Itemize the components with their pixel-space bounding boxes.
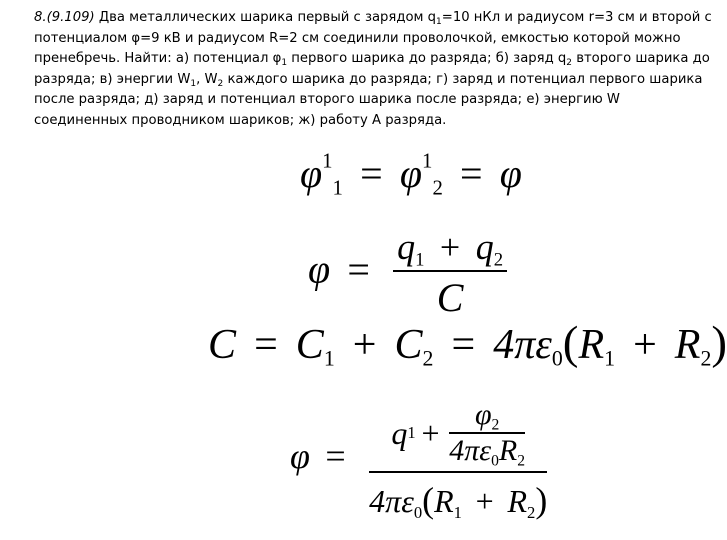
equals-sign: = bbox=[254, 322, 278, 368]
subscript: 2 bbox=[493, 249, 504, 271]
equals-sign: = bbox=[325, 435, 346, 476]
subscript: 1 bbox=[281, 58, 288, 68]
radius-symbol: R bbox=[507, 483, 528, 519]
subscript: 2 bbox=[566, 58, 572, 68]
plus-sign: + bbox=[475, 483, 494, 519]
subscript: 0 bbox=[551, 346, 563, 371]
four-pi: 4π bbox=[449, 434, 480, 467]
fraction-numerator: q 1 + $\varphi_2$ $4\pi\varepsilon_0R_2$ bbox=[391, 398, 526, 470]
right-paren: ) bbox=[711, 317, 727, 369]
charge-symbol: q bbox=[391, 414, 408, 451]
plus-sign: + bbox=[421, 414, 440, 451]
charge-symbol: q bbox=[475, 227, 494, 267]
fraction bbox=[393, 226, 507, 321]
equals-sign: = bbox=[460, 151, 483, 196]
problem-text: второго шарика до разряда; в) энергии W bbox=[34, 51, 710, 87]
subscript: 2 bbox=[422, 346, 434, 371]
subscript: 1 bbox=[604, 346, 616, 371]
plus-sign: + bbox=[439, 227, 461, 267]
equals-sign: = bbox=[451, 322, 476, 368]
four-pi: 4π bbox=[493, 322, 536, 368]
problem-text: Два металлических шарика первый с зарядом q bbox=[94, 10, 437, 25]
phi-symbol: φ bbox=[474, 398, 492, 431]
phi-symbol: φ bbox=[399, 151, 423, 196]
equation-capacitance bbox=[208, 316, 727, 370]
phi-symbol: φ bbox=[290, 435, 310, 476]
equation-final-potential bbox=[290, 398, 547, 521]
problem-text: каждого шарика до разряда; г) заряд и потенциал первого шарика после разряда; д) заряд и потенциал второго шарика после разряда; е) энергию W соединенных проводником шариков; ж) работу A разряда. bbox=[34, 71, 703, 128]
phi-symbol: φ bbox=[499, 151, 522, 196]
epsilon-symbol: ε bbox=[401, 483, 414, 519]
radius-symbol: R bbox=[498, 434, 518, 467]
fraction-numerator bbox=[393, 226, 507, 270]
problem-number: 8.(9.109) bbox=[34, 10, 95, 25]
problem-text: =10 нКл и радиусом r=3 см и второй с потенциалом φ=9 кВ и радиусом R=2 см соединили проволочкой, емкостью которой можно пренебречь. Найти: а) потенциал φ bbox=[34, 10, 712, 66]
epsilon-symbol: ε bbox=[535, 322, 552, 368]
epsilon-symbol: ε bbox=[479, 434, 492, 467]
subscript: 0 bbox=[491, 452, 499, 470]
subscript: 1 bbox=[436, 17, 442, 27]
equals-sign: = bbox=[347, 246, 370, 292]
phi-symbol: φ bbox=[300, 151, 323, 196]
problem-text: первого шарика до разряда; б) заряд q bbox=[287, 51, 567, 66]
radius-symbol: R bbox=[434, 483, 454, 519]
inner-fraction-numerator bbox=[475, 398, 499, 432]
inner-fraction bbox=[449, 398, 525, 468]
subscript: 2 bbox=[217, 78, 224, 89]
subscript: 0 bbox=[413, 502, 423, 522]
subscript: 1 bbox=[415, 249, 425, 271]
capacitance-symbol: C bbox=[208, 322, 237, 368]
subscript: 2 bbox=[527, 502, 536, 522]
subscript: 1 bbox=[190, 78, 197, 89]
equals-sign: = bbox=[360, 151, 383, 196]
capacitance-symbol: C bbox=[394, 322, 423, 368]
fraction-denominator bbox=[369, 473, 547, 521]
subscript: 1 bbox=[323, 346, 335, 371]
problem-statement bbox=[34, 8, 714, 131]
inner-fraction-denominator bbox=[449, 434, 525, 468]
capacitance-symbol: C bbox=[295, 322, 324, 368]
four-pi: 4π bbox=[369, 483, 402, 519]
subscript: 1 bbox=[332, 176, 343, 200]
subscript: 2 bbox=[432, 176, 443, 200]
radius-symbol: R bbox=[578, 322, 605, 368]
superscript: 1 bbox=[422, 149, 433, 173]
left-paren: ( bbox=[562, 317, 579, 369]
charge-symbol: q bbox=[397, 227, 416, 267]
subscript: 2 bbox=[491, 416, 500, 434]
equation-potential-equality bbox=[300, 149, 522, 200]
subscript: 2 bbox=[517, 452, 526, 470]
superscript: 1 bbox=[322, 149, 333, 173]
subscript: 1 bbox=[453, 502, 462, 522]
fraction bbox=[369, 398, 547, 521]
equation-potential-charge bbox=[308, 226, 507, 321]
left-paren: ( bbox=[422, 480, 435, 520]
plus-sign: + bbox=[352, 322, 377, 368]
plus-sign: + bbox=[633, 322, 657, 368]
subscript: 2 bbox=[700, 346, 712, 371]
right-paren: ) bbox=[535, 480, 548, 520]
fraction-denominator: C bbox=[436, 275, 464, 320]
radius-symbol: R bbox=[674, 322, 701, 368]
problem-text: , W bbox=[196, 71, 218, 87]
phi-symbol: φ bbox=[308, 246, 331, 292]
